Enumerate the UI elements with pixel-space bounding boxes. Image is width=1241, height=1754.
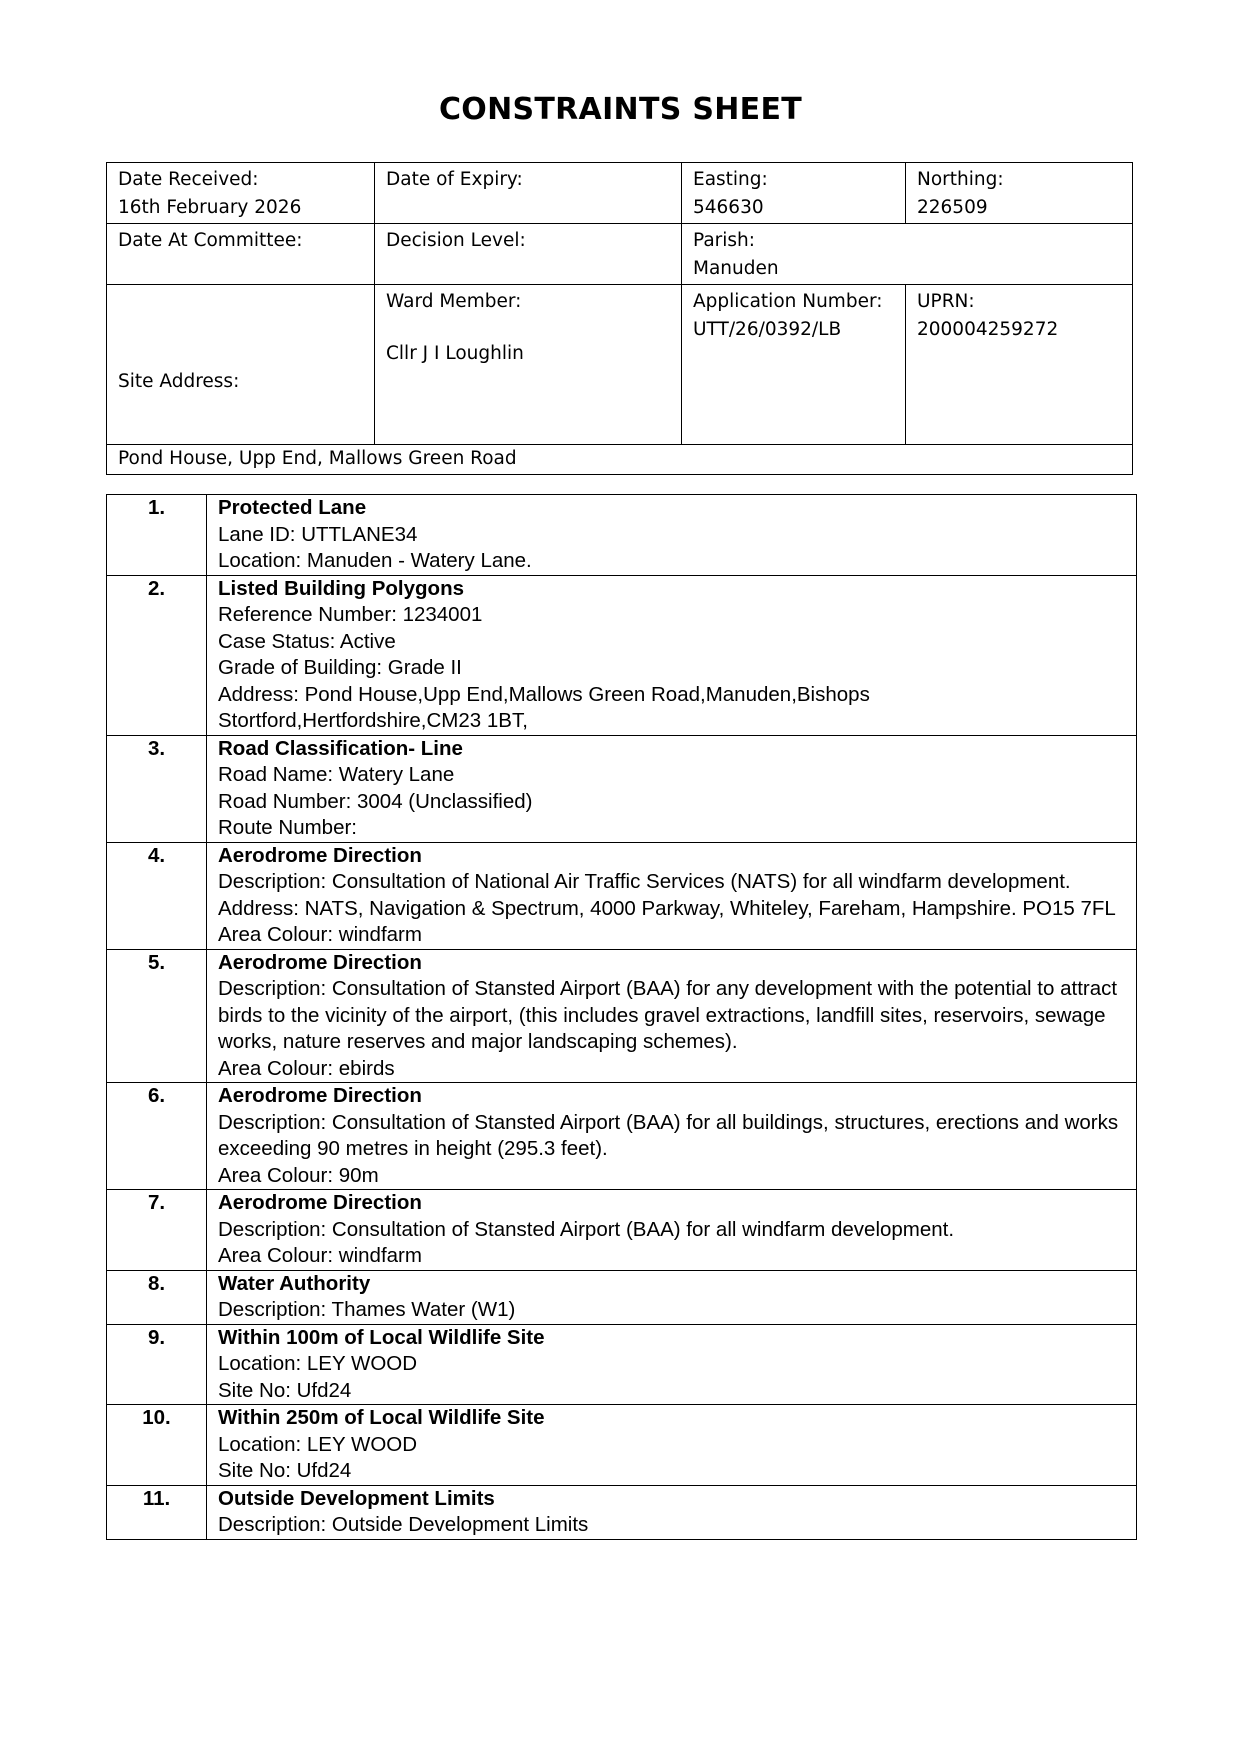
constraint-row	[107, 495, 1137, 576]
parish-value: Manuden	[693, 258, 779, 279]
constraint-details	[207, 735, 1137, 842]
constraint-title: Protected Lane	[218, 496, 367, 519]
constraint-detail-line: Area Colour: windfarm	[218, 1244, 422, 1267]
constraint-details	[207, 1270, 1137, 1324]
uprn-cell	[906, 285, 1133, 445]
constraint-detail-line: Address: Pond House,Upp End,Mallows Green Road,Manuden,Bishops Stortford,Hertfordshire,CM23 1BT,	[218, 682, 870, 732]
constraint-title: Within 250m of Local Wildlife Site	[218, 1406, 545, 1429]
constraint-detail-line: Site No: Ufd24	[218, 1459, 352, 1482]
parish-cell	[682, 224, 1133, 285]
constraint-number: 2.	[107, 575, 207, 735]
constraint-detail-line: Description: Thames Water (W1)	[218, 1298, 516, 1321]
constraint-row	[107, 1485, 1137, 1539]
constraint-detail-line: Area Colour: ebirds	[218, 1056, 395, 1080]
constraint-detail-line: Grade of Building: Grade II	[218, 656, 462, 679]
site-address-label: Site Address:	[118, 371, 240, 392]
date-committee-cell	[107, 224, 375, 285]
ward-member-cell	[375, 285, 682, 445]
constraint-details	[207, 1324, 1137, 1405]
application-number-cell	[682, 285, 906, 445]
constraint-number: 3.	[107, 735, 207, 842]
constraint-detail-line: Description: Outside Development Limits	[218, 1513, 589, 1536]
constraint-number: 9.	[107, 1324, 207, 1405]
constraint-number: 1.	[107, 495, 207, 576]
constraint-row	[107, 1405, 1137, 1486]
easting-label: Easting:	[693, 169, 768, 190]
constraint-row	[107, 1190, 1137, 1271]
date-received-value: 16th February 2026	[118, 197, 302, 218]
constraint-detail-line: Description: Consultation of Stansted Airport (BAA) for all windfarm development.	[218, 1217, 955, 1241]
easting-value: 546630	[693, 197, 764, 218]
constraint-detail-line: Description: Consultation of National Air Traffic Services (NATS) for all windfarm development.	[218, 870, 1071, 893]
constraint-title: Within 100m of Local Wildlife Site	[218, 1325, 545, 1349]
ward-member-label: Ward Member:	[386, 291, 522, 312]
constraint-details	[207, 1485, 1137, 1539]
date-received-label: Date Received:	[118, 169, 259, 190]
constraint-title: Listed Building Polygons	[218, 576, 464, 600]
uprn-value: 200004259272	[917, 319, 1059, 340]
constraint-details	[207, 949, 1137, 1083]
constraint-detail-line: Location: LEY WOOD	[218, 1352, 418, 1375]
constraint-number: 11.	[107, 1485, 207, 1539]
application-number-value: UTT/26/0392/LB	[693, 319, 842, 340]
constraint-row	[107, 1270, 1137, 1324]
constraint-row	[107, 575, 1137, 735]
date-received-cell	[107, 163, 375, 224]
constraint-detail-line: Description: Consultation of Stansted Airport (BAA) for any development with the potential to attract birds to the vicinity of the airport, (this includes gravel extractions, landfill sites, reservoirs, sewage works, nature reserves and major landscaping schemes).	[218, 977, 1118, 1053]
constraint-title: Road Classification- Line	[218, 736, 463, 760]
site-address-cell	[107, 445, 1133, 475]
constraint-details	[207, 495, 1137, 576]
decision-level-cell	[375, 224, 682, 285]
constraint-detail-line: Case Status: Active	[218, 629, 396, 653]
constraint-number: 8.	[107, 1270, 207, 1324]
constraint-details	[207, 1405, 1137, 1486]
constraint-row	[107, 1324, 1137, 1405]
northing-value: 226509	[917, 197, 988, 218]
constraint-detail-line: Reference Number: 1234001	[218, 603, 483, 626]
constraint-details	[207, 842, 1137, 949]
constraint-number: 4.	[107, 842, 207, 949]
constraint-row	[107, 842, 1137, 949]
constraint-detail-line: Route Number:	[218, 816, 358, 839]
northing-cell	[906, 163, 1133, 224]
constraint-detail-line: Area Colour: 90m	[218, 1163, 379, 1187]
northing-label: Northing:	[917, 169, 1004, 190]
site-address-label-cell	[107, 285, 375, 445]
date-committee-label: Date At Committee:	[118, 230, 303, 251]
constraint-title: Outside Development Limits	[218, 1486, 495, 1510]
constraint-title: Aerodrome Direction	[218, 843, 422, 867]
constraint-detail-line: Site No: Ufd24	[218, 1378, 352, 1402]
site-address-value: Pond House, Upp End, Mallows Green Road	[118, 448, 517, 469]
easting-cell	[682, 163, 906, 224]
constraint-number: 5.	[107, 949, 207, 1083]
constraint-detail-line: Address: NATS, Navigation & Spectrum, 4000 Parkway, Whiteley, Fareham, Hampshire. PO15 7FL	[218, 896, 1116, 920]
uprn-label: UPRN:	[917, 291, 975, 312]
constraint-title: Aerodrome Direction	[218, 1084, 422, 1107]
constraint-details	[207, 1083, 1137, 1190]
constraint-detail-line: Road Name: Watery Lane	[218, 763, 455, 786]
constraint-row	[107, 735, 1137, 842]
constraint-detail-line: Location: Manuden - Watery Lane.	[218, 549, 532, 572]
constraint-detail-line: Location: LEY WOOD	[218, 1432, 418, 1456]
application-details-table	[106, 162, 1133, 475]
constraint-row	[107, 1083, 1137, 1190]
constraint-number: 6.	[107, 1083, 207, 1190]
constraint-detail-line: Area Colour: windfarm	[218, 923, 422, 946]
decision-level-label: Decision Level:	[386, 230, 526, 251]
date-expiry-label: Date of Expiry:	[386, 169, 523, 190]
constraint-details	[207, 575, 1137, 735]
constraint-title: Aerodrome Direction	[218, 950, 422, 974]
application-number-label: Application Number:	[693, 291, 883, 312]
ward-member-value: Cllr J I Loughlin	[386, 343, 524, 364]
constraint-title: Water Authority	[218, 1271, 371, 1295]
constraint-number: 10.	[107, 1405, 207, 1486]
date-expiry-cell	[375, 163, 682, 224]
constraints-table	[106, 494, 1137, 1540]
page-title: CONSTRAINTS SHEET	[438, 92, 803, 127]
constraint-detail-line: Road Number: 3004 (Unclassified)	[218, 789, 533, 813]
constraint-details	[207, 1190, 1137, 1271]
constraint-number: 7.	[107, 1190, 207, 1271]
constraint-title: Aerodrome Direction	[218, 1191, 422, 1214]
constraint-detail-line: Lane ID: UTTLANE34	[218, 522, 418, 546]
parish-label: Parish:	[693, 230, 756, 251]
constraint-row	[107, 949, 1137, 1083]
constraint-detail-line: Description: Consultation of Stansted Airport (BAA) for all buildings, structures, erections and works exceeding 90 metres in height (295.3 feet).	[218, 1110, 1119, 1160]
